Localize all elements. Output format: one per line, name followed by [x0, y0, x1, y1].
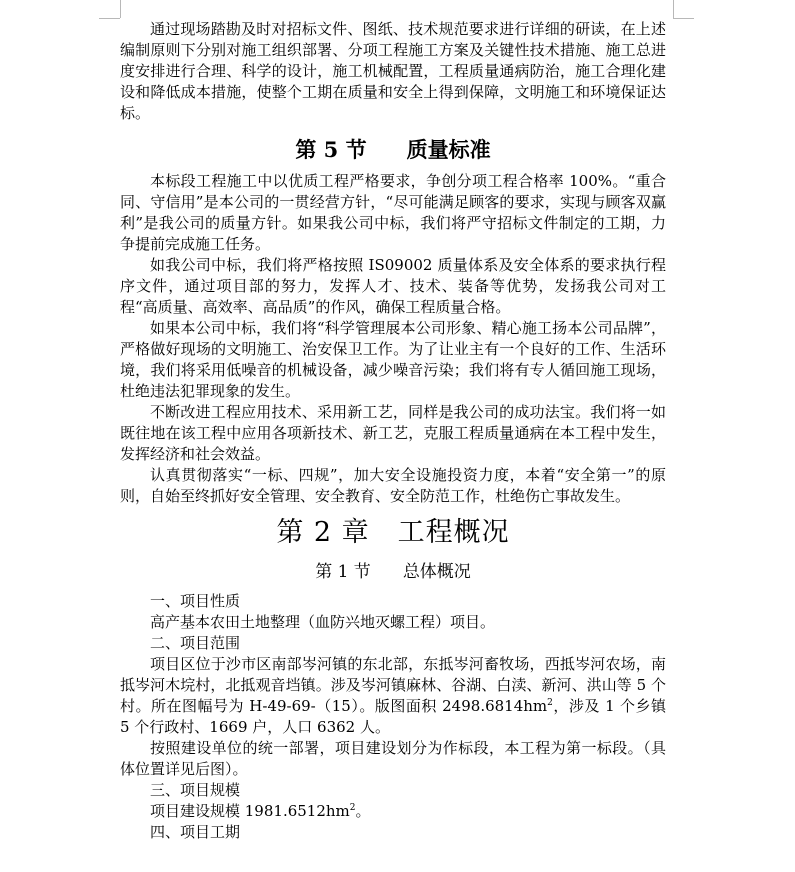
crop-mark-top-left-vertical: [120, 0, 121, 18]
section-5-title: 质量标准: [406, 137, 491, 162]
chapter-2-heading: [120, 513, 666, 553]
section-5-paragraph-3: 如果本公司中标，我们将“科学管理展本公司形象、精心施工扬本公司品牌”，严格做好现场的文明施工、治安保卫工作。为了让业主有一个良好的工作、生活环境，我们将采用低噪音的机械设备，减少噪音污染；我们将有专人循回施工现场，杜绝违法犯罪现象的发生。: [120, 319, 666, 400]
item-2-superscript: 2: [547, 698, 553, 708]
section-5-paragraph-5: 认真贯彻落实“一标、四规”，加大安全设施投资力度，本着“安全第一”的原则，自始至终抓好安全管理、安全教育、安全防范工作，杜绝伤亡事故发生。: [120, 466, 666, 505]
document-page: [120, 19, 666, 843]
item-2-heading: 二、项目范围: [150, 634, 241, 652]
section-5-paragraph-4: 不断改进工程应用技术、采用新工艺，同样是我公司的成功法宝。我们将一如既往地在该工程中应用各项新技术、新工艺，克服工程质量通病在本工程中发生，发挥经济和社会效益。: [120, 403, 666, 463]
section-5-heading: [120, 135, 666, 165]
chapter-2-section-1-number: 第 1 节: [315, 562, 371, 582]
item-2-text-tail: ，涉及 1 个乡镇 5 个行政村、1669 户，人口 6362 人。: [120, 697, 666, 736]
item-1-heading: 一、项目性质: [150, 592, 241, 610]
item-1-text: 高产基本农田土地整理（血防兴地灭螺工程）项目。: [150, 613, 496, 631]
crop-mark-top-right-horizontal: [673, 18, 694, 19]
item-2-text-2: 按照建设单位的统一部署，项目建设划分为作标段，本工程为第一标段。（具体位置详见后图）。: [120, 739, 666, 778]
chapter-2-section-1-heading: [120, 559, 666, 585]
section-5-number: 第 5 节: [295, 137, 367, 162]
item-4-heading: 四、项目工期: [150, 823, 241, 841]
item-3-text-tail: 。: [355, 802, 371, 820]
chapter-2-section-1-title: 总体概况: [402, 562, 471, 582]
crop-mark-top-left-horizontal: [99, 18, 120, 19]
intro-paragraph: 通过现场踏勘及时对招标文件、图纸、技术规范要求进行详细的研读，在上述编制原则下分别对施工组织部署、分项工程施工方案及关键性技术措施、施工总进度安排进行合理、科学的设计，施工机械配置，工程质量通病防治，施工合理化建设和降低成本措施，使整个工期在质量和安全上得到保障，文明施工和环境保证达标。: [120, 20, 666, 122]
section-5-paragraph-2: 如我公司中标，我们将严格按照 IS09002 质量体系及安全体系的要求执行程序文件，通过项目部的努力，发挥人才、技术、装备等优势，发扬我公司对工程“高质量、高效率、高品质”的作风，确保工程质量合格。: [120, 256, 666, 316]
item-2-text: [120, 654, 666, 738]
item-3-superscript: 2: [349, 803, 356, 813]
chapter-2-title: 工程概况: [397, 517, 510, 548]
chapter-2-number: 第 2 章: [276, 517, 370, 548]
item-3-text-main: 项目建设规模 1981.6512hm: [150, 802, 350, 820]
section-5-paragraph-1: 本标段工程施工中以优质工程严格要求，争创分项工程合格率 100%。“重合同、守信用”是本公司的一贯经营方针，“尽可能满足顾客的要求，实现与顾客双赢利”是我公司的质量方针。如果我公司中标，我们将严守招标文件制定的工期，力争提前完成施工任务。: [120, 172, 666, 253]
crop-mark-top-right-vertical: [673, 0, 674, 18]
item-2-text-main: 项目区位于沙市区南部岑河镇的东北部，东抵岑河畜牧场，西抵岑河农场，南抵岑河木垸村，北抵观音垱镇。涉及岑河镇麻林、谷湖、白渎、新河、洪山等 5 个村。所在图幅号为 H-49-69-（15）。版图面积 2498.6814hm: [120, 655, 666, 715]
item-3-heading: 三、项目规模: [150, 781, 241, 799]
item-3-text: [120, 801, 666, 822]
